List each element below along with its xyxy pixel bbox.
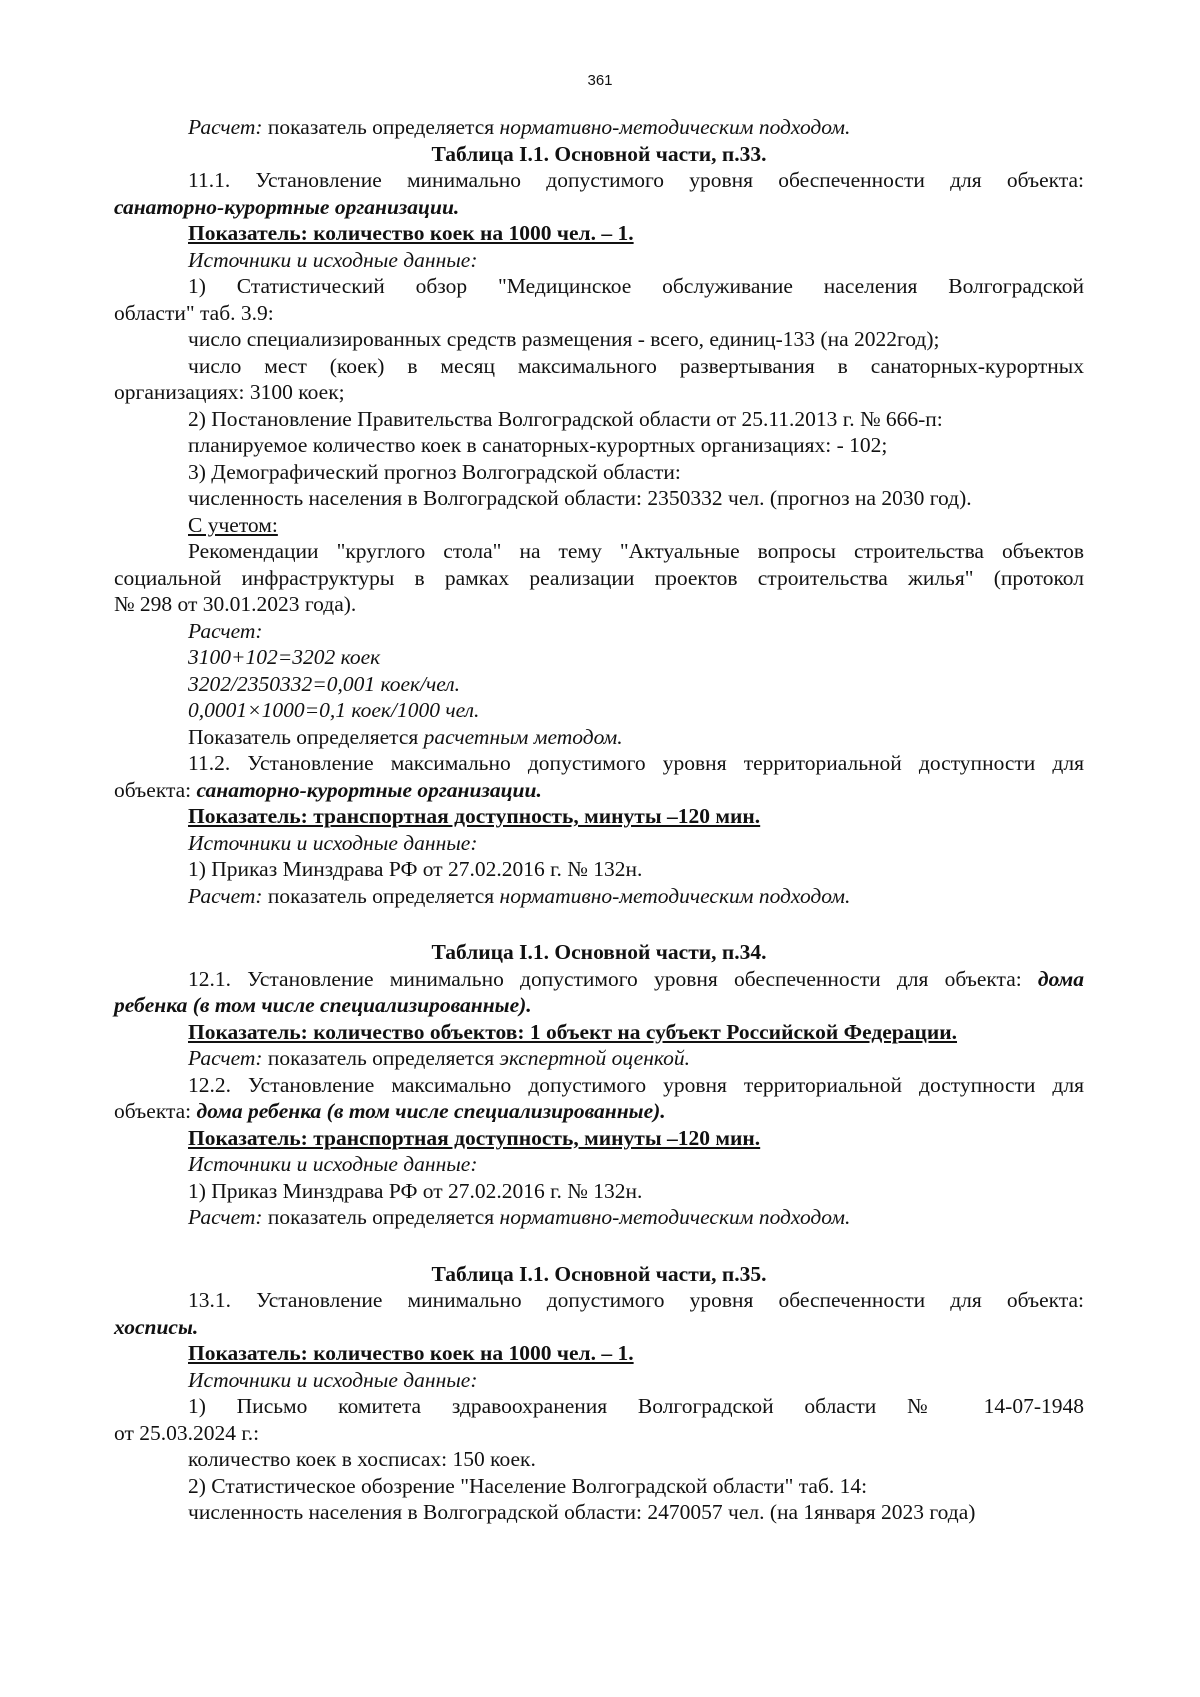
object-prefix: объекта: — [114, 1099, 197, 1123]
indicator-heading: Показатель: транспортная доступность, минуты –120 мин. — [188, 1125, 761, 1150]
paragraph-line: численность населения в Волгоградской области: 2350332 чел. (прогноз на 2030 год). — [188, 486, 972, 510]
object-name: ребенка (в том числе специализированные). — [114, 993, 532, 1017]
paragraph-line: 1) Статистический обзор "Медицинское обслуживание населения Волгоградской — [188, 274, 1084, 298]
calc-note — [114, 1045, 1084, 1072]
paragraph-line: число специализированных средств размещения - всего, единиц-133 (на 2022год); — [188, 327, 940, 351]
indicator-heading: Показатель: транспортная доступность, минуты –120 мин. — [188, 804, 761, 828]
method-text: Показатель определяется — [188, 724, 424, 749]
object-name: санаторно-курортные организации. — [196, 777, 542, 802]
paragraph-line: 12.2. Установление максимально допустимого уровня территориальной доступности для — [188, 1072, 1084, 1097]
calc-label: Расчет: — [188, 115, 263, 139]
paragraph-line: число мест (коек) в месяц максимального развертывания в санаторных-курортных — [188, 353, 1084, 378]
sources-label: Источники и исходные данные: — [188, 1152, 478, 1176]
calc-method: нормативно-методическим подходом. — [499, 1205, 851, 1229]
object-name: хосписы. — [114, 1314, 199, 1339]
paragraph-line: 2) Постановление Правительства Волгоградской области от 25.11.2013 г. № 666-п: — [188, 406, 943, 431]
calc-label: Расчет: — [188, 883, 263, 908]
formula-line: 0,0001×1000=0,1 коек/1000 чел. — [188, 698, 480, 722]
formula-line: 3202/2350332=0,001 коек/чел. — [188, 671, 461, 696]
calc-note — [114, 883, 1084, 910]
paragraph-line — [114, 966, 1084, 993]
paragraph-line: от 25.03.2024 г.: — [114, 1420, 260, 1445]
object-name: дома — [1037, 966, 1084, 991]
calc-note — [114, 114, 1084, 141]
paragraph-text: 12.1. Установление минимально допустимого уровня обеспеченности для объекта: — [188, 966, 1038, 991]
indicator-heading: Показатель: количество коек на 1000 чел. – 1. — [188, 221, 634, 245]
indicator-heading: Показатель: количество объектов: 1 объект на субъект Российской Федерации. — [188, 1019, 958, 1044]
considering-label: С учетом: — [188, 512, 278, 537]
indicator-heading: Показатель: количество коек на 1000 чел. – 1. — [188, 1341, 634, 1365]
paragraph-line: 1) Письмо комитета здравоохранения Волгоградской области № 14-07-1948 — [188, 1394, 1084, 1418]
paragraph-line: № 298 от 30.01.2023 года). — [114, 592, 357, 616]
calc-text: показатель определяется — [262, 1046, 500, 1070]
calc-text: показатель определяется — [262, 1205, 500, 1229]
paragraph-line: Рекомендации "круглого стола" на тему "Актуальные вопросы строительства объектов — [188, 539, 1084, 563]
paragraph-line — [114, 1098, 1084, 1125]
calc-method: нормативно-методическим подходом. — [499, 115, 851, 139]
table-heading: Таблица I.1. Основной части, п.33. — [431, 141, 767, 166]
calc-note — [114, 1204, 1084, 1231]
calc-text: показатель определяется — [262, 883, 500, 908]
calc-label: Расчет: — [188, 618, 263, 643]
sources-label: Источники и исходные данные: — [188, 1367, 478, 1392]
table-heading: Таблица I.1. Основной части, п.34. — [431, 940, 767, 964]
paragraph-line: планируемое количество коек в санаторных-курортных организациях: - 102; — [188, 433, 888, 457]
paragraph-line: 13.1. Установление минимально допустимого уровня обеспеченности для объекта: — [188, 1288, 1084, 1312]
sources-label: Источники и исходные данные: — [188, 830, 478, 855]
paragraph-line: организациях: 3100 коек; — [114, 380, 345, 404]
paragraph-line: 1) Приказ Минздрава РФ от 27.02.2016 г. № 132н. — [188, 857, 643, 881]
object-prefix: объекта: — [114, 777, 197, 802]
calc-label: Расчет: — [188, 1046, 263, 1070]
calc-method: экспертной оценкой. — [499, 1046, 690, 1070]
paragraph-line: 2) Статистическое обозрение "Население Волгоградской области" таб. 14: — [188, 1473, 868, 1498]
paragraph-line: 11.1. Установление минимально допустимого уровня обеспеченности для объекта: — [188, 168, 1084, 192]
method-name: расчетным методом. — [423, 724, 623, 749]
calc-label: Расчет: — [188, 1205, 263, 1229]
formula-line: 3100+102=3202 коек — [188, 645, 381, 669]
object-name: санаторно-курортные организации. — [114, 194, 460, 219]
paragraph-line: социальной инфраструктуры в рамках реализации проектов строительства жилья" (протокол — [114, 565, 1084, 590]
paragraph-line: количество коек в хосписах: 150 коек. — [188, 1447, 536, 1471]
sources-label: Источники и исходные данные: — [188, 247, 478, 272]
table-heading: Таблица I.1. Основной части, п.35. — [431, 1261, 767, 1286]
calc-method: нормативно-методическим подходом. — [499, 883, 851, 908]
calc-text: показатель определяется — [262, 115, 500, 139]
object-name: дома ребенка (в том числе специализированные). — [196, 1099, 666, 1123]
paragraph-line: 11.2. Установление максимально допустимого уровня территориальной доступности для — [188, 751, 1084, 775]
paragraph-line: численность населения в Волгоградской области: 2470057 чел. (на 1января 2023 года) — [188, 1500, 976, 1524]
section-gap — [114, 1231, 1084, 1261]
paragraph-line: области" таб. 3.9: — [114, 300, 274, 325]
section-gap — [114, 909, 1084, 939]
paragraph-line: 1) Приказ Минздрава РФ от 27.02.2016 г. № 132н. — [188, 1178, 643, 1203]
method-line — [114, 724, 1084, 751]
document-body — [114, 114, 1084, 1526]
page-number: 361 — [587, 72, 613, 89]
paragraph-line — [114, 777, 1084, 804]
paragraph-line: 3) Демографический прогноз Волгоградской области: — [188, 459, 681, 484]
